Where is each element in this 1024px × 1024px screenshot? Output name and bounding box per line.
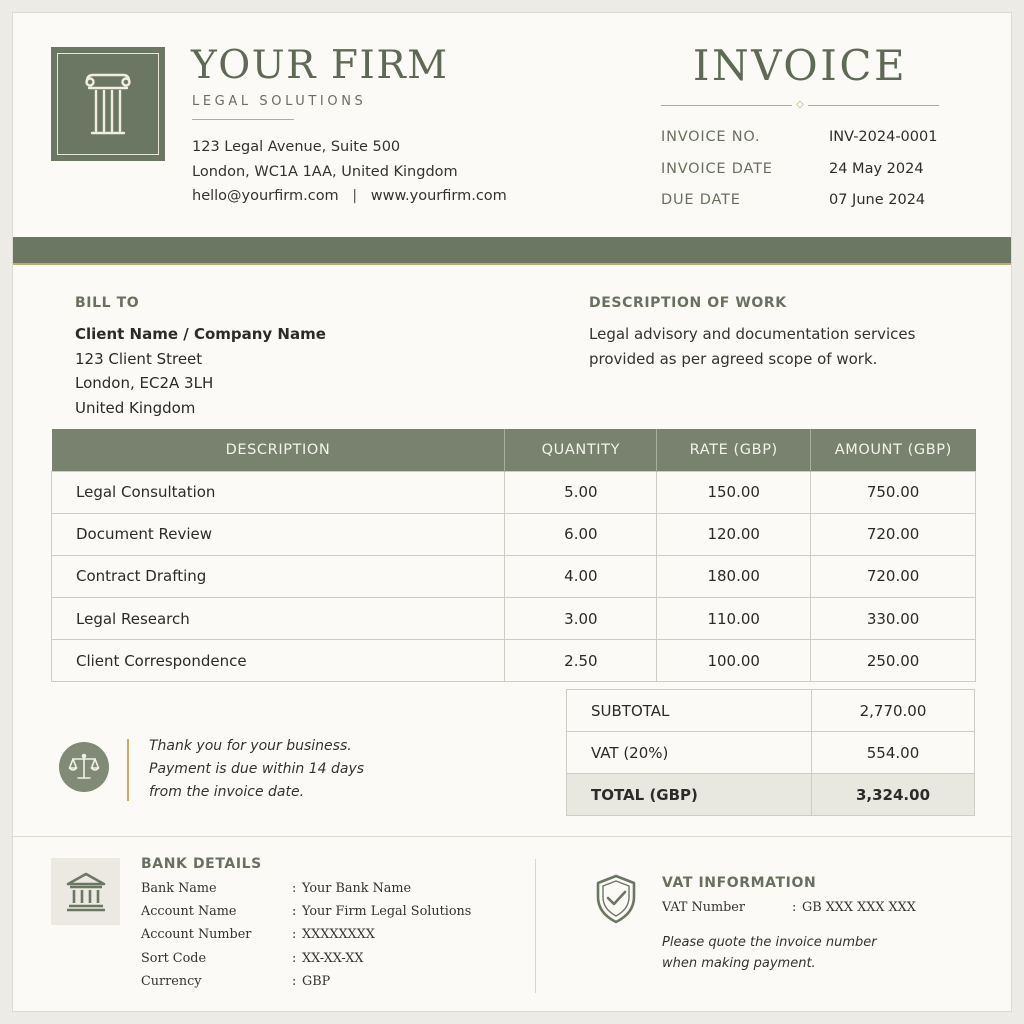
invoice-date-label: INVOICE DATE: [661, 160, 773, 177]
item-amount: 250.00: [811, 640, 976, 682]
header-quantity: QUANTITY: [505, 429, 657, 471]
currency-row: [141, 974, 471, 997]
currency-label: Currency: [141, 973, 202, 989]
bank-separator: :: [292, 904, 297, 920]
thanks-divider: [127, 739, 129, 801]
description-of-work-label: DESCRIPTION OF WORK: [589, 295, 787, 311]
bank-separator: :: [292, 927, 297, 943]
invoice-number-row: [661, 129, 937, 161]
bank-separator: :: [292, 950, 297, 966]
vat-separator: :: [792, 900, 797, 915]
bank-details-section: [141, 856, 471, 997]
vat-number-value: GB XXX XXX XXX: [802, 900, 916, 915]
subtotal-value: 2,770.00: [812, 690, 975, 732]
firm-divider: [192, 119, 294, 120]
vat-row: [567, 732, 975, 774]
bill-to-section: [75, 295, 326, 420]
client-name: Client Name / Company Name: [75, 325, 326, 343]
currency-value: GBP: [302, 973, 331, 989]
vat-value: 554.00: [812, 732, 975, 774]
item-quantity: 5.00: [505, 471, 657, 513]
firm-address-line1: 123 Legal Avenue, Suite 500: [192, 139, 401, 155]
description-of-work-section: [589, 295, 939, 371]
item-quantity: 6.00: [505, 513, 657, 555]
firm-website[interactable]: www.yourfirm.com: [370, 188, 507, 204]
account-name-label: Account Name: [141, 904, 237, 920]
thanks-line3: from the invoice date.: [149, 783, 305, 800]
bill-to-label: BILL TO: [75, 295, 140, 311]
diamond-ornament-icon: ◇: [792, 100, 808, 110]
line-items-table: [51, 429, 976, 682]
firm-address-line2: London, WC1A 1AA, United Kingdom: [192, 163, 458, 180]
subtotal-row: [567, 690, 975, 732]
invoice-number-value: INV-2024-0001: [829, 129, 938, 145]
invoice-date-value: 24 May 2024: [829, 160, 924, 177]
vat-note-line2: when making payment.: [662, 955, 816, 971]
table-row: [52, 640, 976, 682]
due-date-label: DUE DATE: [661, 192, 741, 208]
vat-label: VAT (20%): [567, 732, 812, 774]
account-name-row: [141, 904, 471, 927]
total-label: TOTAL (GBP): [567, 774, 812, 816]
account-number-row: [141, 927, 471, 950]
item-rate: 110.00: [657, 598, 811, 640]
sort-code-label: Sort Code: [141, 950, 207, 966]
contact-separator: |: [352, 188, 358, 204]
thanks-line1: Thank you for your business.: [149, 738, 352, 754]
scales-of-justice-icon: [59, 742, 109, 792]
table-row: [52, 471, 976, 513]
client-street: 123 Client Street: [75, 349, 203, 368]
account-number-value: XXXXXXXX: [302, 927, 375, 943]
bank-building-icon: [51, 858, 120, 925]
item-description: Legal Research: [52, 598, 505, 640]
invoice-date-row: [661, 161, 937, 193]
item-description: Legal Consultation: [52, 471, 505, 513]
header-band-gold-line: [13, 263, 1011, 265]
firm-address: [192, 135, 507, 209]
item-description: Client Correspondence: [52, 640, 505, 682]
pillar-column-icon: [83, 71, 133, 137]
header-description: DESCRIPTION: [52, 429, 505, 471]
sort-code-row: [141, 951, 471, 974]
firm-tagline: LEGAL SOLUTIONS: [192, 94, 367, 109]
account-number-label: Account Number: [141, 927, 252, 943]
item-quantity: 4.00: [505, 555, 657, 597]
thank-you-note: [149, 735, 379, 803]
item-amount: 330.00: [811, 598, 976, 640]
firm-logo: [51, 47, 165, 161]
subtotal-label: SUBTOTAL: [567, 690, 812, 732]
item-amount: 750.00: [811, 471, 976, 513]
client-country: United Kingdom: [75, 398, 196, 417]
item-amount: 720.00: [811, 555, 976, 597]
vat-number-row: [662, 900, 922, 915]
totals-table: [566, 689, 975, 816]
item-rate: 100.00: [657, 640, 811, 682]
thanks-line2: Payment is due within 14 days: [149, 760, 365, 777]
table-header-row: [52, 429, 976, 471]
bank-name-label: Bank Name: [141, 881, 217, 896]
header-amount: AMOUNT (GBP): [811, 429, 976, 471]
table-row: [52, 598, 976, 640]
bank-name-value: Your Bank Name: [302, 881, 412, 896]
invoice-meta: [661, 129, 937, 224]
firm-email[interactable]: hello@yourfirm.com: [192, 188, 339, 204]
item-description: Contract Drafting: [52, 555, 505, 597]
firm-name: YOUR FIRM: [191, 43, 449, 88]
invoice-number-label: INVOICE NO.: [661, 129, 761, 145]
item-amount: 720.00: [811, 513, 976, 555]
item-rate: 120.00: [657, 513, 811, 555]
item-description: Document Review: [52, 513, 505, 555]
invoice-title: INVOICE: [692, 41, 908, 90]
header-band: [13, 237, 1011, 263]
bank-separator: :: [292, 973, 297, 989]
vat-information-section: [662, 875, 922, 974]
table-row: [52, 513, 976, 555]
vat-number-label: VAT Number: [662, 900, 745, 915]
shield-check-icon: [593, 873, 639, 929]
total-value: 3,324.00: [812, 774, 975, 816]
table-row: [52, 555, 976, 597]
description-of-work-text: Legal advisory and documentation services provided as per agreed scope of work.: [589, 325, 916, 368]
footer-divider: [13, 836, 1011, 837]
sort-code-value: XX-XX-XX: [302, 950, 364, 966]
firm-contact: [192, 184, 507, 209]
footer-vertical-divider: [535, 859, 536, 993]
item-rate: 150.00: [657, 471, 811, 513]
total-row: [567, 774, 975, 816]
invoice-page: [12, 12, 1012, 1012]
bank-details-label: BANK DETAILS: [141, 856, 262, 872]
item-quantity: 2.50: [505, 640, 657, 682]
header-rate: RATE (GBP): [657, 429, 811, 471]
due-date-row: [661, 192, 937, 224]
payment-reference-note: [662, 933, 922, 974]
bank-name-row: [141, 881, 471, 904]
vat-note-line1: Please quote the invoice number: [662, 935, 877, 950]
item-rate: 180.00: [657, 555, 811, 597]
account-name-value: Your Firm Legal Solutions: [302, 904, 472, 920]
item-quantity: 3.00: [505, 598, 657, 640]
client-city: London, EC2A 3LH: [75, 374, 214, 392]
bank-separator: :: [292, 881, 297, 896]
vat-information-label: VAT INFORMATION: [662, 875, 817, 891]
due-date-value: 07 June 2024: [829, 192, 926, 208]
